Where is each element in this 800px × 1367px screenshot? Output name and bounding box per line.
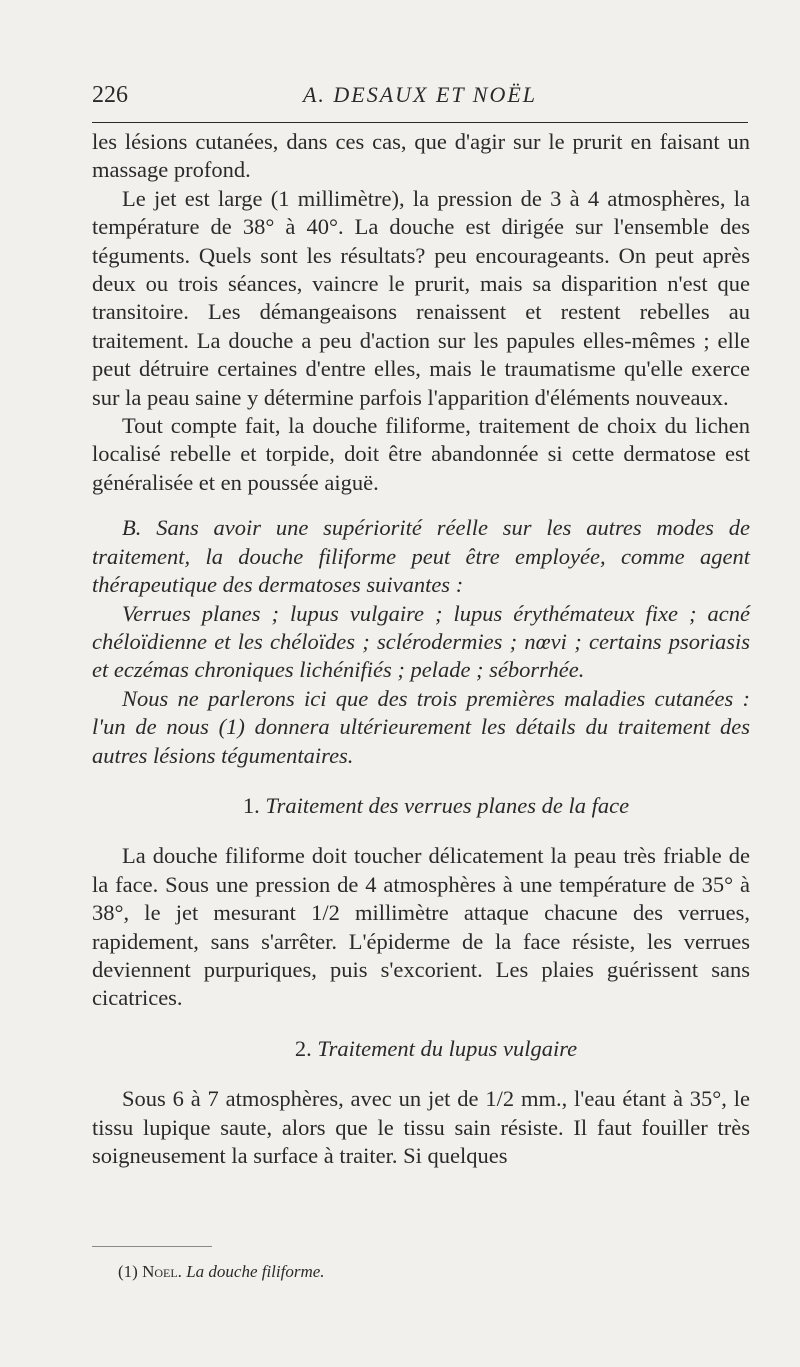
paragraph-1: les lésions cutanées, dans ces cas, que d'agir sur le prurit en faisant un massage profond. bbox=[92, 129, 750, 183]
page-number: 226 bbox=[92, 82, 128, 108]
paragraph-2: Le jet est large (1 millimètre), la pression de 3 à 4 atmosphères, la température de 38° à 40°. La douche est dirigée sur l'ensemble des téguments. Quels sont les résultats? peu encourageants. On peut après deux ou trois séances, vaincre le prurit, mais sa disparition n'est que transitoire. Les démangeaisons renaissent et restent rebelles au traitement. La douche a peu d'action sur les papules elles-mêmes ; elle peut détruire certaines d'entre elles, mais le traumatisme qu'elle exerce sur la peau saine y détermine parfois l'apparition d'éléments nouveaux. bbox=[92, 185, 750, 410]
page-header bbox=[92, 82, 748, 112]
body-text bbox=[92, 128, 750, 1170]
section-heading-2 bbox=[92, 1035, 750, 1063]
footnote-rule bbox=[92, 1246, 212, 1247]
paragraph-5: Verrues planes ; lupus vulgaire ; lupus érythémateux fixe ; acné chéloïdienne et les chéloïdes ; sclérodermies ; nœvi ; certains psoriasis et eczémas chroniques lichénifiés ; pelade ; séborrhée. bbox=[92, 600, 750, 683]
footnote bbox=[118, 1262, 325, 1282]
footnote-marker: (1) bbox=[118, 1262, 138, 1281]
section-heading-1-number: 1. bbox=[242, 792, 260, 818]
paragraph-6: Nous ne parlerons ici que des trois premières maladies cutanées : l'un de nous (1) donnera ultérieurement les détails du traitement des autres lésions tégumentaires. bbox=[92, 685, 750, 768]
paragraph-8: Sous 6 à 7 atmosphères, avec un jet de 1/2 mm., l'eau étant à 35°, le tissu lupique saute, alors que le tissu sain résiste. Il faut fouiller très soigneusement la surface à traiter. Si quelques bbox=[92, 1086, 750, 1168]
header-rule bbox=[92, 122, 748, 123]
section-heading-2-title: Traitement du lupus vulgaire bbox=[317, 1035, 578, 1061]
footnote-author: Noel. bbox=[142, 1262, 182, 1281]
running-title: A. DESAUX ET NOËL bbox=[302, 82, 538, 107]
paragraph-7: La douche filiforme doit toucher délicatement la peau très friable de la face. Sous une pression de 4 atmosphères à une température de 35° à 38°, le jet mesurant 1/2 millimètre attaque chacune des verrues, rapidement, sans s'arrêter. L'épiderme de la face résiste, les verrues deviennent purpuriques, puis s'excorient. Les plaies guérissent sans cicatrices. bbox=[92, 843, 750, 1011]
section-heading-1 bbox=[92, 792, 750, 820]
section-heading-2-number: 2. bbox=[294, 1035, 312, 1061]
footnote-title: La douche filiforme. bbox=[186, 1262, 325, 1281]
section-heading-1-title: Traitement des verrues planes de la face bbox=[265, 792, 630, 818]
paragraph-4: B. Sans avoir une supériorité réelle sur les autres modes de traitement, la douche filiforme peut être employée, comme agent thérapeutique des dermatoses suivantes : bbox=[92, 515, 750, 598]
paragraph-3: Tout compte fait, la douche filiforme, traitement de choix du lichen localisé rebelle et torpide, doit être abandonnée si cette dermatose est généralisée et en poussée aiguë. bbox=[92, 413, 750, 495]
